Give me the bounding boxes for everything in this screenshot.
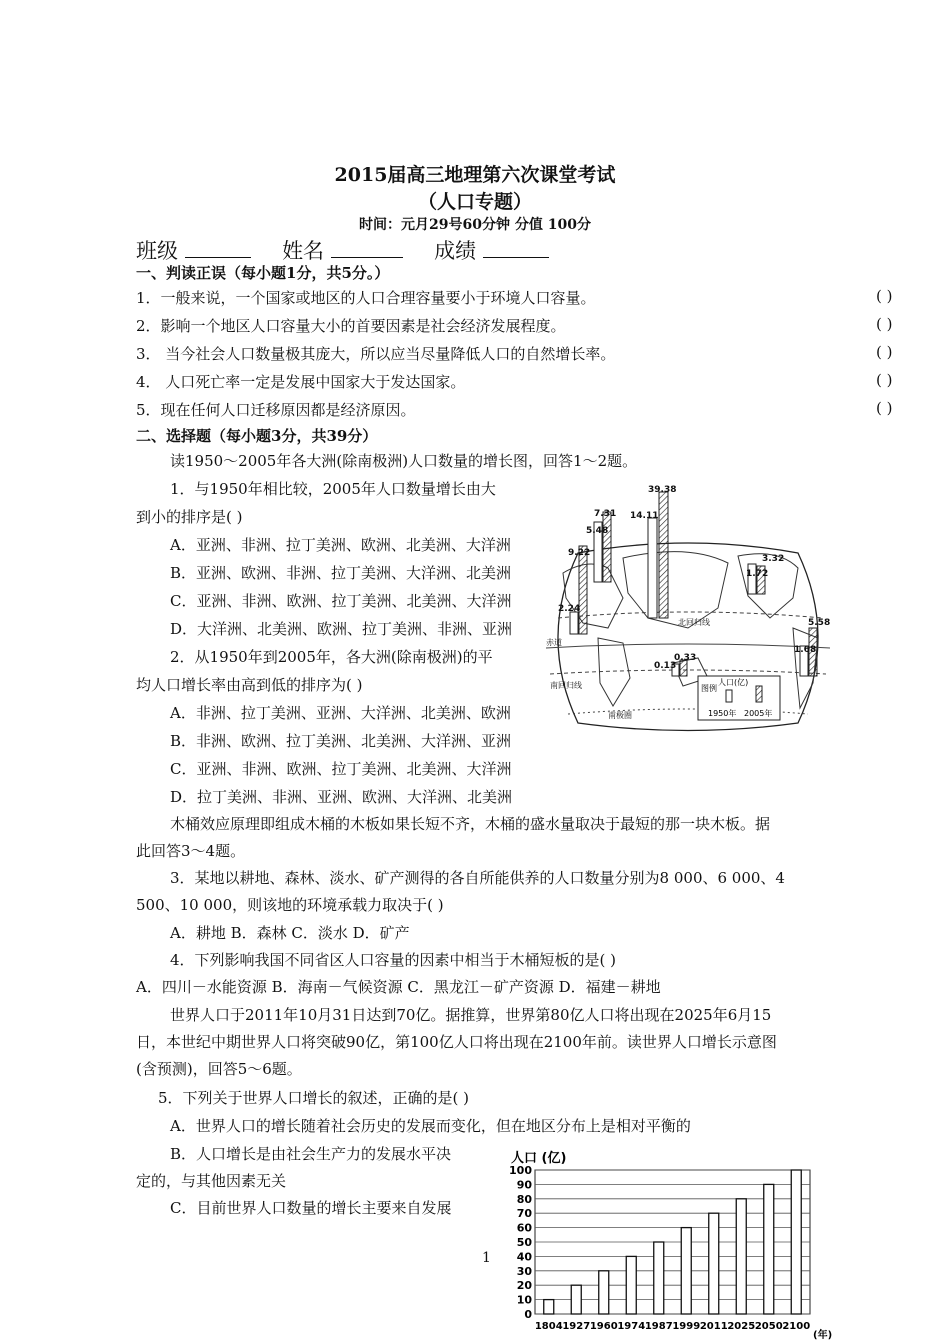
q3-options[interactable]: A．耕地 B．森林 C．淡水 D．矿产	[170, 924, 410, 942]
question-1-stem: 1．与1950年相比较，2005年人口数量增长由大	[170, 480, 496, 498]
question-1-stem-cont: 到小的排序是( )	[136, 508, 243, 526]
bar-2050	[764, 1184, 774, 1314]
value-label: 5.48	[586, 526, 609, 536]
bar-africa-2005	[579, 546, 587, 634]
value-label: 14.11	[630, 511, 659, 521]
q5-option-a[interactable]: A．世界人口的增长随着社会历史的发展而变化，但在地区分布上是相对平衡的	[170, 1117, 691, 1135]
question-3-stem-cont: 500、10 000，则该地的环境承载力取决于( )	[136, 896, 444, 914]
q5-option-c[interactable]: C．目前世界人口数量的增长主要来自发展	[170, 1199, 452, 1217]
continent-population-map	[538, 478, 838, 736]
tf-item-3: 3． 当今社会人口数量极其庞大，所以应当尽量降低人口的自然增长率。 ( )	[136, 343, 893, 363]
question-4-stem: 4．下列影响我国不同省区人口容量的因素中相当于木桶短板的是( )	[170, 951, 617, 969]
intro-q3-4: 木桶效应原理即组成木桶的木板如果长短不齐，木桶的盛水量取决于最短的那一块木板。据	[170, 815, 771, 833]
x-tick-label: 2100	[782, 1321, 811, 1332]
q2-option-c[interactable]: C．亚洲、非洲、欧洲、拉丁美洲、北美洲、大洋洲	[170, 760, 512, 778]
q1-option-a[interactable]: A．亚洲、非洲、拉丁美洲、欧洲、北美洲、大洋洲	[170, 536, 511, 554]
q1-option-b[interactable]: B．亚洲、欧洲、非洲、拉丁美洲、大洋洲、北美洲	[170, 564, 512, 582]
page-subtitle: （人口专题）	[417, 191, 532, 213]
class-field[interactable]	[185, 239, 251, 258]
bar-africa-1950	[570, 612, 578, 634]
tf-item-2: 2．影响一个地区人口容量大小的首要因素是社会经济发展程度。 ( )	[136, 315, 893, 335]
y-tick-label: 100	[509, 1164, 532, 1177]
score-field[interactable]	[483, 239, 549, 258]
value-label: 0.33	[674, 653, 697, 663]
bar-asia-2005	[659, 492, 668, 618]
y-tick-label: 90	[516, 1178, 532, 1192]
q4-options[interactable]: A．四川－水能资源 B．海南－气候资源 C．黑龙江－矿产资源 D．福建－耕地	[136, 978, 661, 996]
y-tick-label: 30	[516, 1264, 532, 1278]
chart-ylabel: 人口 (亿)	[511, 1151, 567, 1166]
map-legend	[698, 676, 780, 720]
intro-q1-2: 读1950～2005年各大洲(除南极洲)人口数量的增长图，回答1～2题。	[170, 452, 638, 470]
exam-time-info: 时间：元月29号60分钟 分值 100分	[359, 217, 591, 233]
value-label: 9.22	[568, 548, 591, 558]
value-label: 1.72	[746, 569, 769, 579]
legend-label: 图例	[701, 684, 717, 693]
bar-1927	[571, 1285, 581, 1314]
bar-2011	[709, 1213, 719, 1314]
y-tick-label: 40	[516, 1250, 532, 1264]
q2-option-a[interactable]: A．非洲、拉丁美洲、亚洲、大洋洲、北美洲、欧洲	[170, 704, 511, 722]
bar-europe-2005	[603, 512, 611, 582]
tropic-south-label: 南回归线	[550, 681, 582, 690]
x-tick-label: 1987	[644, 1321, 673, 1332]
tf-item-1: 1．一般来说，一个国家或地区的人口合理容量要小于环境人口容量。 ( )	[136, 287, 893, 307]
bar-2025	[736, 1199, 746, 1314]
q5-option-b-cont: 定的，与其他因素无关	[136, 1172, 287, 1190]
x-tick-label: 2011	[699, 1321, 728, 1332]
intro-q5-6: 世界人口于2011年10月31日达到70亿。据推算，世界第80亿人口将出现在2025年6月15	[170, 1006, 772, 1024]
answer-paren[interactable]: ( )	[876, 315, 893, 333]
intro-q3-4-cont: 此回答3～4题。	[136, 842, 246, 860]
class-label: 班级	[136, 239, 178, 263]
value-label: 39.38	[648, 485, 677, 495]
value-label: 3.32	[762, 554, 785, 564]
legend-2005-swatch	[756, 686, 762, 702]
legend-2005: 2005年	[744, 709, 773, 718]
page-number: 1	[482, 1250, 491, 1266]
y-tick-label: 10	[516, 1293, 532, 1307]
section1-heading: 一、判读正误（每小题1分，共5分。）	[136, 264, 390, 282]
y-tick-label: 80	[516, 1192, 532, 1206]
value-label: 7.31	[594, 509, 617, 519]
question-2-stem: 2．从1950年到2005年，各大洲(除南极洲)的平	[170, 648, 493, 666]
y-tick-label: 20	[516, 1279, 532, 1293]
legend-1950: 1950年	[708, 709, 737, 718]
value-label: 1.68	[794, 645, 817, 655]
page-title: 2015届高三地理第六次课堂考试	[334, 164, 616, 186]
answer-paren[interactable]: ( )	[876, 343, 893, 361]
q2-option-d[interactable]: D．拉丁美洲、非洲、亚洲、欧洲、大洋洲、北美洲	[170, 788, 513, 806]
q1-option-d[interactable]: D．大洋洲、北美洲、欧洲、拉丁美洲、非洲、亚洲	[170, 620, 513, 638]
bar-1987	[654, 1242, 664, 1314]
score-label: 成绩	[434, 239, 477, 263]
x-tick-label: 2025	[727, 1321, 756, 1332]
y-tick-label: 50	[516, 1236, 532, 1249]
antarctic-label: 南极圈	[608, 711, 632, 720]
bar-1999	[681, 1228, 691, 1314]
question-5-stem: 5．下列关于世界人口增长的叙述，正确的是( )	[158, 1089, 470, 1107]
legend-unit: 人口(亿)	[718, 678, 749, 687]
answer-paren[interactable]: ( )	[876, 287, 893, 305]
q2-option-b[interactable]: B．非洲、欧洲、拉丁美洲、北美洲、大洋洲、亚洲	[170, 732, 512, 750]
question-2-stem-cont: 均人口增长率由高到低的排序为( )	[136, 676, 363, 694]
section2-heading: 二、选择题（每小题3分，共39分）	[136, 427, 378, 445]
x-tick-label: 2050	[754, 1321, 783, 1332]
x-tick-label: 1804	[534, 1321, 563, 1332]
q1-option-c[interactable]: C．亚洲、非洲、欧洲、拉丁美洲、北美洲、大洋洲	[170, 592, 512, 610]
question-3-stem: 3．某地以耕地、森林、淡水、矿产测得的各自所能供养的人口数量分别为8 000、6 000、4	[170, 869, 785, 887]
value-label: 0.13	[654, 661, 677, 671]
value-label: 5.58	[808, 618, 831, 628]
tropic-north-label: 北回归线	[678, 618, 710, 627]
name-field[interactable]	[331, 239, 403, 258]
answer-paren[interactable]: ( )	[876, 371, 893, 389]
value-label: 2.24	[558, 604, 581, 614]
world-population-chart	[505, 1146, 845, 1342]
intro-q5-6-cont2: (含预测)，回答5～6题。	[136, 1060, 302, 1078]
bar-1974	[626, 1256, 636, 1314]
y-tick-label: 0	[524, 1308, 532, 1321]
bar-1960	[599, 1271, 609, 1314]
tf-item-5: 5．现在任何人口迁移原因都是经济原因。 ( )	[136, 399, 893, 419]
q5-option-b[interactable]: B．人口增长是由社会生产力的发展水平决	[170, 1145, 452, 1163]
x-tick-label: 1999	[672, 1321, 701, 1332]
intro-q5-6-cont: 日，本世纪中期世界人口将突破90亿，第100亿人口将出现在2100年前。读世界人口增长示意图	[136, 1033, 777, 1051]
legend-1950-swatch	[726, 690, 732, 702]
bar-1804	[544, 1300, 554, 1314]
name-label: 姓名	[282, 239, 325, 263]
answer-paren[interactable]: ( )	[876, 399, 893, 417]
x-tick-label: 1960	[589, 1321, 618, 1332]
equator-label: 赤道	[546, 638, 562, 647]
chart-xlabel: (年)	[813, 1330, 833, 1341]
bar-asia-1950	[648, 518, 657, 618]
bar-2100	[791, 1170, 801, 1314]
x-tick-label: 1974	[617, 1321, 646, 1332]
x-tick-label: 1927	[562, 1321, 591, 1332]
y-tick-label: 70	[516, 1207, 532, 1221]
student-info-row	[136, 235, 549, 265]
tf-item-4: 4． 人口死亡率一定是发展中国家大于发达国家。 ( )	[136, 371, 893, 391]
y-tick-label: 60	[516, 1221, 532, 1235]
